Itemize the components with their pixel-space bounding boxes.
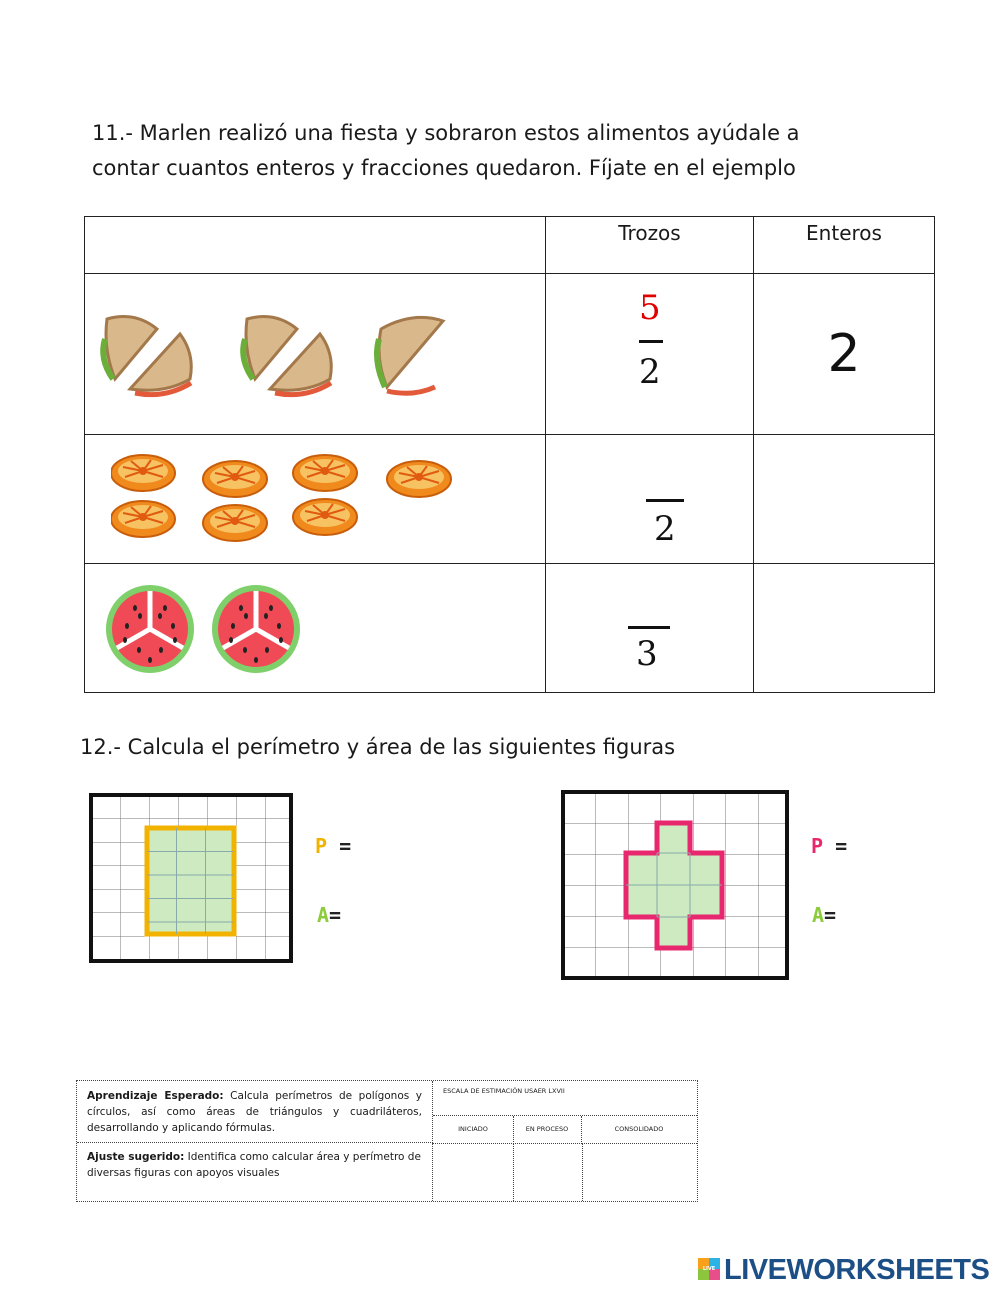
oranges-cell xyxy=(85,435,546,564)
fraction-denominator: 2 xyxy=(639,352,661,392)
grid-figure-1 xyxy=(88,792,294,964)
header-enteros: Enteros xyxy=(754,217,935,274)
level-iniciado: INICIADO xyxy=(433,1116,514,1144)
level-consolidado: CONSOLIDADO xyxy=(581,1116,697,1144)
sandwich-icon xyxy=(103,317,191,395)
liveworksheets-brand[interactable]: LIVEWORKSHEETS xyxy=(724,1254,990,1286)
perimeter-label-1: P = xyxy=(315,834,352,858)
table-row xyxy=(85,274,935,435)
fraction-bar xyxy=(639,340,663,343)
watermelons-cell xyxy=(85,564,546,693)
rectangle-shape xyxy=(147,828,234,934)
trozos-cell-2 xyxy=(546,435,754,564)
logo-badge-text: LIVE xyxy=(702,1266,716,1272)
question-11 xyxy=(92,116,892,186)
sandwiches-cell xyxy=(85,274,546,435)
fraction-bar xyxy=(646,499,684,502)
aprendizaje-esperado: Aprendizaje Esperado: Calcula perímetros de polígonos y círculos, así como áreas de triángulos y cuadriláteros, desarrollando y aplicando fórmulas. xyxy=(77,1081,433,1143)
watermelon-icon xyxy=(212,585,300,673)
fractions-table xyxy=(84,216,935,693)
question-11-line-2: contar cuantos enteros y fracciones quedaron. Fíjate en el ejemplo xyxy=(92,156,796,180)
table-row xyxy=(85,564,935,693)
watermelon-icon xyxy=(106,585,194,673)
trozos-cell-3 xyxy=(546,564,754,693)
evaluation-rubric xyxy=(76,1080,698,1202)
table-header-row xyxy=(85,217,935,274)
fraction-bar xyxy=(628,626,670,629)
enteros-cell-3 xyxy=(754,564,935,693)
perimeter-label-2: P = xyxy=(811,834,848,858)
sandwich-half-icon xyxy=(377,317,443,393)
ajuste-sugerido: Ajuste sugerido: Identifica como calcular área y perímetro de diversas figuras con apoyos visuales xyxy=(77,1143,433,1201)
fraction-denominator: 2 xyxy=(654,509,676,549)
header-empty-cell xyxy=(85,217,546,274)
orange-half-icon xyxy=(111,501,175,537)
level-en-proceso: EN PROCESO xyxy=(513,1116,582,1144)
orange-half-icon xyxy=(387,461,451,497)
orange-half-icon xyxy=(203,461,267,497)
question-11-line-1: 11.- Marlen realizó una fiesta y sobraron estos alimentos ayúdale a xyxy=(92,121,800,145)
orange-half-icon xyxy=(203,505,267,541)
liveworksheets-logo xyxy=(698,1258,720,1284)
orange-half-icon xyxy=(293,499,357,535)
enteros-cell-1: 2 xyxy=(754,274,935,435)
area-label-2: A= xyxy=(812,903,837,927)
scale-title: ESCALA DE ESTIMACIÓN USAER LXVII xyxy=(433,1081,697,1116)
oranges-image xyxy=(111,449,491,549)
rubric-empty-cell xyxy=(513,1143,583,1201)
area-label-1: A= xyxy=(317,903,342,927)
header-trozos: Trozos xyxy=(546,217,754,274)
table-row xyxy=(85,435,935,564)
orange-half-icon xyxy=(293,455,357,491)
fraction-denominator: 3 xyxy=(636,634,658,674)
watermelons-image xyxy=(105,578,335,678)
enteros-cell-2 xyxy=(754,435,935,564)
trozos-cell-1 xyxy=(546,274,754,435)
question-12-title: 12.- Calcula el perímetro y área de las siguientes figuras xyxy=(80,735,676,759)
sandwich-icon xyxy=(243,317,331,395)
orange-half-icon xyxy=(111,455,175,491)
fraction-numerator: 5 xyxy=(639,288,661,328)
grid-figure-2 xyxy=(560,789,790,981)
sandwiches-image xyxy=(95,299,475,409)
